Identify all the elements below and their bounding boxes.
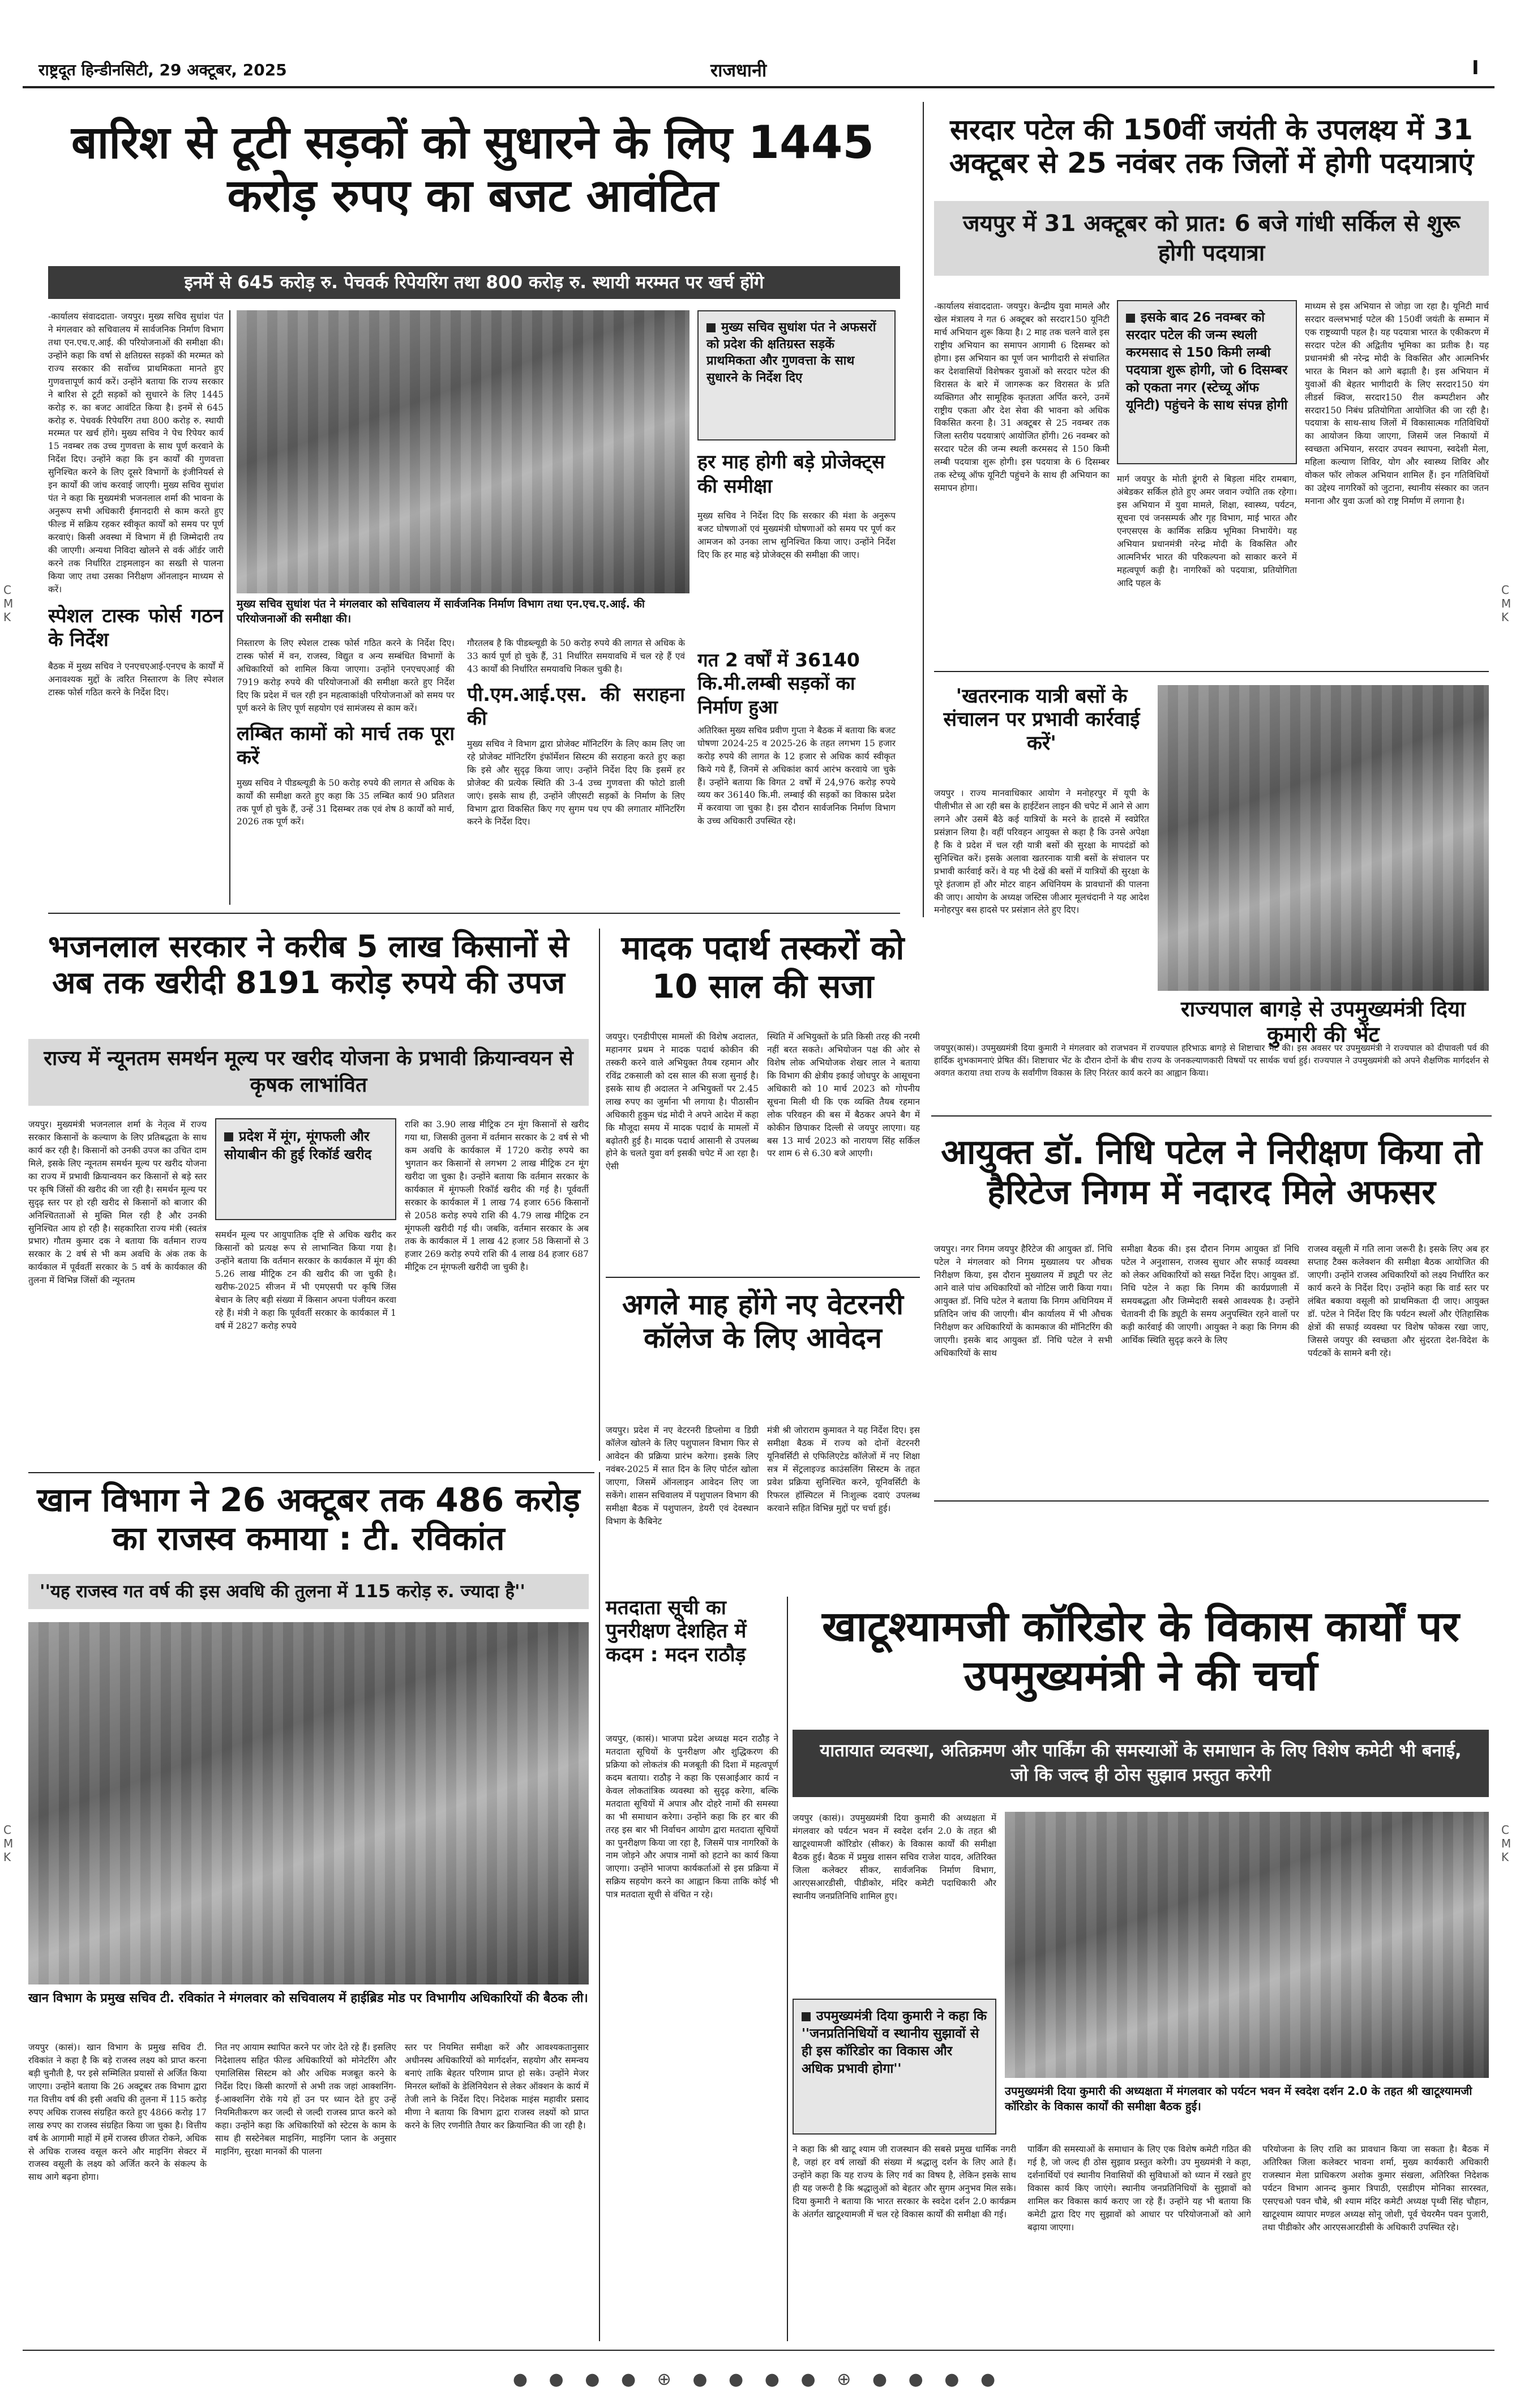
- callout-text: प्रदेश में मूंग, मूंगफली और सोयाबीन की हुई रिकॉर्ड खरीद: [224, 1128, 372, 1163]
- body: [606, 1733, 778, 2341]
- deck: राज्य में न्यूनतम समर्थन मूल्य पर खरीद योजना के प्रभावी क्रियान्वयन से कृषक लाभांवित: [28, 1039, 589, 1106]
- column-2-text: स्थिति में अभियुक्तों के प्रति किसी तरह की नरमी नहीं बरत सकते। अभियोजन पक्ष की ओर से विशेष लोक अभियोजक शेखर लाल ने बताया कि विभाग की क्षेत्रीय इकाई जोधपुर के आसूचना अधिकारी को 10 मार्च 2023 को गोपनीय सूचना मिली थी कि एक व्यक्ति तैयब रहमान लोक परिवहन की बस में बैठकर अपने बैग में कोकीन छिपाकर दिल्ली से जयपुर लाएगा। यह बस 13 मार्च 2023 को नारायण सिंह सर्किल पर शाम 6 से 6.30 बजे आएगी।: [767, 1032, 920, 1159]
- headline: भजनलाल सरकार ने करीब 5 लाख किसानों से अब तक खरीदी 8191 करोड़ रुपये की उपज: [48, 929, 569, 1000]
- page-number: I: [1472, 57, 1479, 79]
- story-msp-procurement: [28, 929, 594, 1466]
- crop-mark-left-top: C M K: [3, 583, 14, 624]
- rule-mid-right: [931, 1115, 1492, 1117]
- callout-box: [697, 310, 896, 440]
- column-2-text: मार्ग जयपुर के मोती डूंगरी से बिड़ला मंदिर रामबाग, अंबेडकर सर्किल होते हुए अमर जवान ज्योति तक रहेगा। इस अभियान में युवा मामले, शिक्षा, स्वास्थ्य, पर्यटन, सूचना एवं जनसम्पर्क और गृह विभाग, माई भारत और एनएसएस के कार्मिक सक्रिय भूमिका निभायेंगे। यह अभियान प्रधानमंत्री नरेन्द्र मोदी के विकसित और आत्मनिर्भर भारत की परिकल्पना को साकार करने में महत्वपूर्ण कड़ी है। नागरिकों को पदयात्रा, प्रतियोगिता आदि पहल के: [1117, 474, 1297, 588]
- column-3: [1305, 300, 1489, 668]
- body-text: जयपुर, (कासं)। भाजपा प्रदेश अध्यक्ष मदन राठौड़ ने मतदाता सूचियों के पुनरीक्षण और शुद्धिकरण की प्रक्रिया को लोकतंत्र की मजबूती की दिशा में महत्वपूर्ण कदम बताया। राठौड़ ने कहा कि एसआईआर कार्य न केवल लोकतांत्रिक व्यवस्था को सुदृढ़ करेगा, बल्कि मतदाता सूचियों में अपात्र और दोहरे नामों की समस्या का भी समाधान करेगा। उन्होंने कहा कि हर बार की तरह इस बार भी निर्वाचन आयोग द्वारा मतदाता सूचियों का पुनरीक्षण किया जा रहा है, जिसमें पात्र नागरिकों के नाम जोड़ने और अपात्र नामों को हटाने का कार्य किया जाएगा। उन्होंने भाजपा कार्यकर्ताओं से इस प्रक्रिया में सक्रिय सहयोग करने का आह्वान किया ताकि कोई भी पात्र मतदाता सूची से वंचित न रहे।: [606, 1734, 778, 1900]
- column-3-text: गौरतलब है कि पीडब्ल्यूडी के 50 करोड़ रुपये की लागत से अधिक के 33 कार्य पूर्ण हो चुके हैं, 31 निर्धारित समयावधि में चल रहे हैं एवं 43 कार्यों की निर्धारित समयावधि निकल चुकी है।: [467, 638, 685, 674]
- column-3-text: राशि का 3.90 लाख मीट्रिक टन मूंग किसानों से खरीद गया था, जिसकी तुलना में वर्तमान सरकार के 2 वर्ष से भी कम अवधि के कार्यकाल में 1720 करोड़ रुपये का भुगतान कर किसानों से लगभग 2 लाख मीट्रिक टन मूंग खरीदा जा चुका है। उन्होंने बताया कि वर्तमान सरकार के कार्यकाल में मूंगफली रिकॉर्ड खरीद की गई है। पूर्ववर्ती सरकार के कार्यकाल में 1 लाख 74 हजार 656 किसानों से 2058 करोड़ रुपये राशि की 4.79 लाख मीट्रिक टन मूंगफली खरीदी गई थी। जबकि, वर्तमान सरकार के अब तक के कार्यकाल में 1 लाख 42 हजार 58 किसानों से 3 हजार 269 करोड़ रुपये राशि की 4 लाख 84 हजार 687 मीट्रिक टन मूंगफली खरीदी जा चुकी है।: [405, 1119, 589, 1273]
- date-line: राष्ट्रदूत हिन्डीनसिटी, 29 अक्टूबर, 2025: [38, 61, 287, 79]
- column-1-text: -कार्यालय संवाददाता- जयपुर। मुख्य सचिव सुधांश पंत ने मंगलवार को सचिवालय में सार्वजनिक निर्माण विभाग तथा एन.एच.ए.आई. की परियोजनाओं की समीक्षा की। उन्होंने कहा कि वर्षा से क्षतिग्रस्त सड़कों की मरम्मत को राज्य सरकार की सर्वोच्च प्राथमिकता मानते हुए गुणवत्तापूर्ण कार्य करें। उन्होंने बताया कि राज्य सरकार ने बारिश से टूटी सड़कों को सुधारने के लिए 1445 करोड़ रु. का बजट आवंटित किया है। इनमें से 645 करोड़ रु. पेचवर्क रिपेयरिंग तथा 800 करोड़ रु. स्थायी मरम्मत पर खर्च होंगे। मुख्य सचिव ने पेच रिपेयर कार्य 15 नवम्बर तक उच्च गुणवत्ता के साथ पूर्ण करवाने के निर्देश दिए। उन्होंने कहा कि इन कार्यों की गुणवत्ता सुनिश्चित करने के लिए दूसरे विभागों के इंजीनियर्स से इन कार्यों की जांच करवाई जाएगी। मुख्य सचिव सुधांश पंत ने कहा कि मुख्यमंत्री भजनलाल शर्मा की भावना के अनुरूप सभी अधिकारी ईमानदारी से काम करते हुए फील्ड में सक्रिय रहकर स्वीकृत कार्यों को समय पर पूर्ण करवाएं। किसी अवस्था में विभाग में ही जिम्मेदारी तय की जाएगी। अन्यथा निविदा खोलने से वर्क ऑर्डर जारी करने तक निर्धारित टाइमलाइन का सख्ती से पालना किया जाए तथा उसका निरीक्षण ऑनलाइन माध्यम से करें।: [48, 311, 224, 594]
- column-3: [1262, 2143, 1489, 2341]
- story-bottom-rule: [606, 1277, 920, 1278]
- callout-box: [215, 1118, 396, 1220]
- bullet-icon: [706, 323, 716, 332]
- column-2-text: पार्किंग की समस्याओं के समाधान के लिए एक विशेष कमेटी गठित की गई है, जो जल्द ही ठोस सुझाव प्रस्तुत करेगी। उप मुख्यमंत्री ने कहा, दर्शनार्थियों एवं स्थानीय निवासियों की सुविधाओं को ध्यान में रखते हुए विकास कार्य किए जाएंगे। स्थानीय जनप्रतिनिधियों के सुझावों को शामिल कर विकास कार्य कराए जा रहे हैं। उन्होंने यह भी बताया कि कमेटी द्वारा दिए गए सुझावों को आधार पर परियोजनाओं को आगे बढ़ाया जाएगा।: [1027, 2144, 1251, 2232]
- column-2-text: निस्तारण के लिए स्पेशल टास्क फोर्स गठित करने के निर्देश दिए। टास्क फोर्स में वन, राजस्व, विद्युत व अन्य सम्बंधित विभागों के अधिकारियों को शामिल किया जाएगा। उन्होंने एनएचएआई की 7919 करोड़ रुपये की परियोजनाओं की समीक्षा करते हुए निर्देश दिए कि प्रदेश में चल रही इन महत्वाकांक्षी परियोजनाओं को समय पर पूर्ण करने के लिए पूर्ण सहयोग एवं सामंजस्य से काम करें।: [237, 638, 455, 713]
- column-rule-left: [599, 929, 600, 1461]
- column-1: [934, 1243, 1112, 1498]
- column-2: [767, 1030, 920, 1274]
- column-1: [28, 1118, 207, 1452]
- deck: जयपुर में 31 अक्टूबर को प्रात: 6 बजे गांधी सर्किल से शुरू होगी पदयात्रा: [934, 201, 1489, 276]
- photo-caption: उपमुख्यमंत्री दिया कुमारी की अध्यक्षता में मंगलवार को पर्यटन भवन में स्वदेश दर्शन 2.0 के तहत श्री खाटूश्यामजी कॉरिडोर के विकास कार्यों की समीक्षा बैठक हुई।: [1005, 2084, 1472, 2113]
- column-2: [215, 2041, 396, 2341]
- column-2: [767, 1424, 920, 1594]
- subhead-task-force: स्पेशल टास्क फोर्स गठन के निर्देश: [48, 604, 224, 652]
- masthead-rule: [23, 86, 1494, 88]
- page-column-divider: [923, 102, 924, 917]
- callout-text: मुख्य सचिव सुधांश पंत ने अफसरों को प्रदेश की क्षतिग्रस्त सड़कें प्राथमिकता और गुणवत्ता के साथ सुधारने के निर्देश दिए: [706, 320, 876, 386]
- bullet-icon: [802, 2012, 811, 2021]
- column-2: [1121, 1243, 1299, 1498]
- column-3-text: परियोजना के लिए राशि का प्रावधान किया जा सकता है। बैठक में अतिरिक्त जिला कलेक्टर भावना शर्मा, मुख्य कार्यकारी अधिकारी राजस्थान मेला प्राधिकरण अशोक कुमार संखला, अतिरिक्त निदेशक पर्यटन विभाग आनन्द कुमार त्रिपाठी, एसडीएम मोनिका सारस्वत, एसएचओ पवन चौबे, श्री श्याम मंदिर कमेटी अध्यक्ष पृथ्वी सिंह चौहान, खाटूश्याम व्यापार मण्डल अध्यक्ष सोनू जोशी, पूर्व चेयरमैन पवन पुजारी, तथा पीडीकोर और आरएसआरडीसी के अधिकारी उपस्थित रहे।: [1262, 2144, 1489, 2232]
- footer-registration-strip: ● ● ● ● ⊕ ● ● ● ● ⊕ ● ● ● ●: [512, 2369, 1004, 2389]
- headline: मादक पदार्थ तस्करों को 10 साल की सजा: [621, 929, 905, 1006]
- governor-photo: [1158, 685, 1489, 991]
- subhead-pending-works: लम्बित कामों को मार्च तक पूरा करें: [237, 722, 455, 769]
- column-2-text: मंत्री श्री जोराराम कुमावत ने यह निर्देश दिए। इस समीक्षा बैठक में राज्य को दोनों वेटरनरी यूनिवर्सिटी से एफिलिएटेड कॉलेजों में नए शिक्षा सत्र में सेंट्रलाइज्ड काउंसलिंग सिस्टम के तहत प्रवेश प्रक्रिया सुनिश्चित करने, यूनिवर्सिटी के रिफरल हॉस्पिटल में निःशुल्क दवाएं उपलब्ध करवाने सहित विभिन्न मुद्दों पर चर्चा हुई।: [767, 1425, 920, 1513]
- story-top-rule: [28, 1472, 594, 1473]
- headline: आयुक्त डॉ. निधि पटेल ने निरीक्षण किया तो हैरिटेज निगम में नदारद मिले अफसर: [941, 1132, 1482, 1212]
- headline: अगले माह होंगे नए वेटरनरी कॉलेज के लिए आवेदन: [622, 1288, 903, 1354]
- subhead-road-length: गत 2 वर्षों में 36140 कि.मी.लम्बी सड़कों का निर्माण हुआ: [697, 649, 860, 718]
- column-2: [215, 1229, 396, 1452]
- corridor-meeting-photo: [1005, 1812, 1489, 2078]
- column-1: [793, 2143, 1016, 2341]
- masthead: [23, 52, 1494, 93]
- body-text: जयपुर(कासं)। उपमुख्यमंत्री दिया कुमारी ने मंगलवार को राजभवन में राज्यपाल हरिभाऊ बागड़े से शिष्टाचार भेंट की। इस अवसर पर उपमुख्यमंत्री ने राज्यपाल को दीपावली पर्व की हार्दिक शुभकामनाएं प्रेषित कीं। शिष्टाचार भेंट के दौरान दोनों के बीच राज्य के जनकल्याणकारी विषयों पर सार्थक चर्चा हुई। राज्यपाल ने उपमुख्यमंत्री को अपने शैक्षणिक मार्गदर्शन से अवगत कराया तथा राज्य के सर्वांगीण विकास के लिए निरंतर कार्य करने का आह्वान किया।: [934, 1043, 1489, 1079]
- review-text: मुख्य सचिव ने निर्देश दिए कि सरकार की मंशा के अनुरूप बजट घोषणाओं एवं मुख्यमंत्री घोषणाओं को समय पर पूर्ण कर आमजन को उनका लाभ सुनिश्चित किया जाए। उन्होंने निर्देश दिए कि हर माह बड़े प्रोजेक्ट्स की समीक्षा की जाए।: [697, 511, 896, 560]
- column-1-tail: बैठक में मुख्य सचिव ने एनएचएआई-एनएच के कार्यों में अनावश्यक मुद्दों के त्वरित निस्तारण के लिए स्पेशल टास्क फोर्स गठित करने के निर्देश दिए।: [48, 661, 224, 698]
- story-roads-budget: [28, 102, 917, 917]
- callout-text: उपमुख्यमंत्री दिया कुमारी ने कहा कि ''जनप्रतिनिधियों व स्थानीय सुझावों से ही इस कॉरिडोर का विकास और अधिक प्रभावी होगा'': [802, 2009, 987, 2077]
- story-bottom-rule: [934, 671, 1489, 672]
- column-1: [934, 300, 1110, 668]
- column-1: [606, 1030, 759, 1274]
- column-3: [405, 1118, 589, 1452]
- column-2-text: समीक्षा बैठक की। इस दौरान निगम आयुक्त डॉ निधि पटेल ने अनुशासन, राजस्व सुधार और सफाई व्यवस्था को लेकर अधिकारियों को सख्त निर्देश दिए। आयुक्त डॉ. निधि पटेल ने कहा कि निगम की कार्यप्रणाली में समयबद्धता और जिम्मेदारी सबसे आवश्यक है। उन्होंने चेतावनी दी कि ड्यूटी के समय अनुपस्थित रहने वालों पर कड़ी कार्रवाई की जाएगी। आयुक्त ने कहा कि निगम की आर्थिक स्थिति सुदृढ़ करने के लिए: [1121, 1244, 1299, 1345]
- column-1-text: -कार्यालय संवाददाता- जयपुर। केन्द्रीय युवा मामले और खेल मंत्रालय ने गत 6 अक्टूबर को सरदार150 यूनिटी मार्च अभियान शुरू किया है। 2 माह तक चलने वाले इस राष्ट्रीय अभियान का समापन आगामी 6 दिसम्बर को होगा। इस अभियान का पूर्ण जन भागीदारी से संचालित कर देशवासियों विशेषकर युवाओं को सरदार पटेल की विरासत के बारे में जागरूक कर विरासत के प्रति व्यक्तिगत और सामूहिक कृतज्ञता अर्पित करने, उनमें राष्ट्रीय एकता और देश सेवा की भावना को अधिक विकसित करना है। 31 अक्टूबर से 25 नवम्बर तक जिला स्तरीय पदयात्राएं आयोजित होंगी। 26 नवम्बर को सरदार पटेल की जन्म स्थली करमसद से 150 किमी लम्बी पदयात्रा शुरू होगी। इस पदयात्रा के 6 दिसम्बर तक स्टेच्यू ऑफ यूनिटी पहुंचने के साथ ही अभियान का समापन होगा।: [934, 301, 1110, 494]
- column-1: [48, 310, 224, 910]
- headline: 'खतरनाक यात्री बसों के संचालन पर प्रभावी कार्रवाई करें': [943, 685, 1140, 755]
- column-1-text: ने कहा कि श्री खाटू श्याम जी राजस्थान की सबसे प्रमुख धार्मिक नगरी है, जहां हर वर्ष लाखों की संख्या में श्रद्धालु दर्शन के लिए आते हैं। उन्होंने कहा कि यह राज्य के लिए गर्व का विषय है, लेकिन इसके साथ ही यह जरूरी है कि श्रद्धालुओं को बेहतर और सुगम अनुभव मिल सके। दिया कुमारी ने बताया कि भारत सरकार के स्वदेश दर्शन 2.0 कार्यक्रम के अंतर्गत खाटूश्यामजी में चल रहे विकास कार्यों की समीक्षा की गई।: [793, 2144, 1016, 2219]
- column-3-text: स्तर पर नियमित समीक्षा करें और आवश्यकतानुसार अधीनस्थ अधिकारियों को मार्गदर्शन, सहयोग और समन्वय बनाएं ताकि बेहतर परिणाम प्राप्त हो सके। उन्होंने मेजर मिनरल ब्लॉकों के डेलिनियेशन से लेकर ऑक्शन के कार्य में तेजी लाने के निर्देश दिए। निदेशक माइंस महावीर प्रसाद मीणा ने बताया कि विभाग द्वारा राजस्व लक्ष्यों को प्राप्त करने के लिए रणनीति तैयार कर क्रियान्वित की जा रही है।: [405, 2042, 589, 2131]
- bullet-icon: [1126, 314, 1135, 323]
- story-mines-revenue: [28, 1472, 600, 2344]
- column-3-text: राजस्व वसूली में गति लाना जरूरी है। इसके लिए अब हर सप्ताह टैक्स कलेक्शन की समीक्षा बैठक आयोजित की जाएगी। उन्होंने राजस्व अधिकारियों को लक्ष्य निर्धारित कर कार्य करने के निर्देश दिए। उन्होंने कहा कि वार्ड स्तर पर लंबित बकाया वसूली को प्राथमिकता दी जाए। आयुक्त डॉ. पटेल ने निर्देश दिए कि पर्यटन स्थलों और ऐतिहासिक क्षेत्रों की सफाई व्यवस्था पर विशेष फोकस रखा जाए, जिससे जयपुर की स्वच्छता और सुंदरता देश-विदेश के पर्यटकों के सामने बनी रहे।: [1308, 1244, 1489, 1358]
- headline: राज्यपाल बागड़े से उपमुख्यमंत्री दिया कुमारी की भेंट: [1180, 996, 1466, 1047]
- column-2-text: नित नए आयाम स्थापित करने पर जोर देते रहे हैं। इसलिए निदेशालय सहित फील्ड अधिकारियों को मोनेटरिंग और एमालिसिस सिस्टम को और अधिक मजबूत करने के निर्देश दिए। किसी कारणों से अभी तक जहां आक्शनिंग-ई-आक्शनिंग रोके गये हों उन पर ध्यान देते हुए उन्हें नियमितीकरण कर जल्दी से जल्दी राजस्व प्राप्त करने को कहा। उन्होंने कहा कि अधिकारियों को स्टेटस के काम के साथ ही सस्टेनेबल माइनिंग, माइनिंग प्लान के अनुसार माइनिंग, सुरक्षा मानकों की पालना: [215, 2042, 396, 2157]
- headline: मतदाता सूची का पुनरीक्षण देशहित में कदम : मदन राठौड़: [606, 1597, 747, 1666]
- column-4-text: अतिरिक्त मुख्य सचिव प्रवीण गुप्ता ने बैठक में बताया कि बजट घोषणा 2024-25 व 2025-26 के तहत लगभग 15 हजार करोड़ रुपये की लागत के 12 हजार से अधिक कार्य स्वीकृत किये गये हैं, जिनमें से अधिकांश कार्य आरंभ करवाये जा चुके हैं। उन्होंने बताया कि विगत 2 वर्षों में 24,976 करोड़ रुपये व्यय कर 36140 कि.मी. लम्बाई की सड़कों का विकास प्रदेश में करवाया जा चुका है। इस दौरान सार्वजनिक निर्माण विभाग के उच्च अधिकारी उपस्थित रहे।: [697, 725, 896, 827]
- column-1-text: जयपुर। नगर निगम जयपुर हैरिटेज की आयुक्त डॉ. निधि पटेल ने मंगलवार को निगम मुख्यालय पर औचक निरीक्षण किया, इस दौरान मुख्यालय में ड्यूटी पर लेट आने वाले पांच अधिकारियों को नोटिस जारी किया गया। आयुक्त डॉ. निधि पटेल ने बताया कि निगम अधिनियम में प्रतिदिन जांच की जाएगी। बीन कार्यालय में भी औचक निरीक्षण कर अधिकारियों के कामकाज की मॉनिटरिंग की जाएगी। इसके बाद आयुक्त डॉ. निधि पटेल ने सभी अधिकारियों के साथ: [934, 1244, 1112, 1358]
- mines-meeting-photo: [28, 1622, 589, 1984]
- column-1-text: जयपुर (कासं)। खान विभाग के प्रमुख सचिव टी. रविकांत ने कहा है कि बड़े राजस्व लक्ष्य को प्राप्त करना बड़ी चुनौती है, पर इसे सम्मिलित प्रयासों से अर्जित किया जाएगा। उन्होंने बताया कि 26 अक्टूबर तक विभाग द्वारा गत वित्तीय वर्ष की इसी अवधि की तुलना में 115 करोड़ रुपए अधिक राजस्व संग्रहित करते हुए 4866 करोड़ 17 लाख रुपए का राजस्व संग्रहित किया जा चुका है। वित्तीय वर्ष के आगामी माहों में हमें राजस्व छीजत रोकने, अधिक से अधिक राजस्व वसूल करने और माइनिंग सेक्टर में राजस्व वसूली के लक्ष्य को अर्जित करने के संकल्प के साथ आगे बढ़ना होगा।: [28, 2042, 207, 2183]
- section-label: राजधानी: [710, 59, 767, 81]
- column-2: [237, 637, 455, 909]
- callout-text: इसके बाद 26 नवम्बर को सरदार पटेल की जन्म स्थली करमसाद से 150 किमी लम्बी पदयात्रा शुरू होगी, जो 6 दिसम्बर को एकता नगर (स्टेच्यू ऑफ यूनिटी) पहुंचने के साथ संपन्न होगी: [1126, 310, 1288, 413]
- story-khatushyamji-corridor: [793, 1602, 1492, 2344]
- photo-caption: मुख्य सचिव सुधांश पंत ने मंगलवार को सचिवालय में सार्वजनिक निर्माण विभाग तथा एन.एच.ए.आई. की परियोजनाओं की समीक्षा की।: [237, 598, 645, 625]
- headline: सरदार पटेल की 150वीं जयंती के उपलक्ष्य में 31 अक्टूबर से 25 नवंबर तक जिलों में होगी पदयात्राएं: [949, 113, 1474, 179]
- column-1: [28, 2041, 207, 2341]
- column-3: [1308, 1243, 1489, 1498]
- deck: यातायात व्यवस्था, अतिक्रमण और पार्किंग की समस्याओं के समाधान के लिए विशेष कमेटी भी बनाई, जो कि जल्द ही ठोस सुझाव प्रस्तुत करेगी: [793, 1730, 1489, 1797]
- crop-mark-right-bottom: C M K: [1501, 1823, 1511, 1864]
- column-3-text: माध्यम से इस अभियान से जोड़ा जा रहा है। यूनिटी मार्च सरदार वल्लभभाई पटेल की 150वीं जयंती के सम्मान में एक राष्ट्रव्यापी पहल है। यह पदयात्रा भारत के एकीकरण में सरदार पटेल की अद्वितीय भूमिका का प्रतीक है। यह प्रधानमंत्री श्री नरेन्द्र मोदी के विकसित और आत्मनिर्भर भारत के मिशन को आगे बढ़ाती है। इस अभियान में युवाओं की बेहतर भागीदारी के लिए सरदार150 यंग लीडर्स क्विज, सरदार150 रील कम्पटीशन और सरदार150 निबंध प्रतियोगिता आयोजित की जा रही है। पदयात्रा के साथ-साथ जिलों में विकासात्मक गतिविधियों का आयोजन किया जाएगा, जिसमें जल निकायों में स्वच्छता अभियान, सरदार उपवन स्थापना, स्वदेशी मेला, महिला कल्याण शिविर, योग और स्वास्थ्य शिविर और वोकल फॉर लोकल अभियान शामिल हैं। इन गतिविधियों का उद्देश्य नागरिकों को जुटाना, स्थानीय संस्कार का जतन मनाना और युवा ऊर्जा को राष्ट्र निर्माण में लगाना है।: [1305, 301, 1489, 507]
- story-voter-list: [606, 1597, 781, 2344]
- story-sardar-patel-padyatra: [931, 102, 1492, 674]
- story-drug-smugglers: [606, 929, 923, 1280]
- headline: बारिश से टूटी सड़कों को सुधारने के लिए 1445 करोड़ रुपए का बजट आवंटित: [71, 116, 875, 223]
- column-2: [1027, 2143, 1251, 2341]
- intro-column: [793, 1812, 996, 1993]
- subhead-monthly-review: हर माह होगी बड़े प्रोजेक्ट्स की समीक्षा: [697, 451, 885, 498]
- photo-caption: खान विभाग के प्रमुख सचिव टी. रविकांत ने मंगलवार को सचिवालय में हाईब्रिड मोड पर विभागीय अधिकारियों की बैठक ली।: [28, 1991, 588, 2005]
- intro-text: जयपुर (कासं)। उपमुख्यमंत्री दिया कुमारी की अध्यक्षता में मंगलवार को पर्यटन भवन में स्वदेश दर्शन 2.0 के तहत श्री खाटूश्यामजी कॉरिडोर (सीकर) के विकास कार्यों की समीक्षा बैठक हुई। बैठक में प्रमुख शासन सचिव राजेश यादव, अतिरिक्त जिला कलेक्टर सीकर, सार्वजनिक निर्माण विभाग, आरएसआरडीसी, पीडीकोर, मंदिर कमेटी पदाधिकारी और स्थानीय जनप्रतिनिधि शामिल हुए।: [793, 1813, 996, 1901]
- body: [934, 1042, 1489, 1115]
- column-3: [405, 2041, 589, 2341]
- column-rule: [229, 310, 230, 905]
- callout-box: [1117, 300, 1297, 464]
- footer-rule: [23, 2350, 1494, 2351]
- crop-mark-right-top: C M K: [1501, 583, 1511, 624]
- column-rule-lower: [599, 1472, 600, 2341]
- column-2-tail: मुख्य सचिव ने पीडब्ल्यूडी के 50 करोड़ रुपये की लागत से अधिक के कार्यों की समीक्षा करते हुए कहा कि 35 लम्बित कार्य 90 प्रतिशत तक पूर्ण हो चुके हैं, उन्हें 31 दिसम्बर तक एवं शेष 8 कार्यों को मार्च, 2026 तक पूर्ण करें।: [237, 777, 455, 827]
- bullet-icon: [224, 1132, 233, 1141]
- story-bottom-rule: [934, 1500, 1489, 1502]
- column-1-text: जयपुर। प्रदेश में नए वेटरनरी डिप्लोमा व डिग्री कॉलेज खोलने के लिए पशुपालन विभाग फिर से आवेदन की प्रक्रिया प्रारंभ करेगा। इसके लिए नवंबर-2025 में सात दिन के लिए पोर्टल खोला जाएगा, जिसमें ऑनलाइन आवेदन लिए जा सकेंगे। शासन सचिवालय में पशुपालन विभाग की समीक्षा बैठक में पशुपालन, डेयरी एवं देवस्थान विभाग के कैबिनेट: [606, 1425, 759, 1526]
- story-veterinary-college: [606, 1285, 923, 1526]
- deck: इनमें से 645 करोड़ रु. पेचवर्क रिपेयरिंग तथा 800 करोड़ रु. स्थायी मरम्मत पर खर्च होंगे: [48, 266, 900, 299]
- crop-mark-left-bottom: C M K: [3, 1823, 14, 1864]
- column-1-text: जयपुर। एनडीपीएस मामलों की विशेष अदालत, महानगर प्रथम ने मादक पदार्थ कोकीन की तस्करी करने वाले अभियुक्त तैयब रहमान और रविंद्र टकसाली को दस साल की सजा सुनाई है। इसके साथ ही अदालत ने अभियुक्तों पर 2.45 लाख रुपए का जुर्माना भी लगाया है। पीठासीन अधिकारी हुकुम चंद्र मोदी ने अपने आदेश में कहा कि मौजूदा समय में मादक पदार्थ के मामलों में बढ़ोतरी हुई है। मादक पदार्थ आसानी से उपलब्ध होने के चलते युवा वर्ग इसकी चपेट में आ रहा है। ऐसी: [606, 1032, 759, 1172]
- quote-band: ''यह राजस्व गत वर्ष की इस अवधि की तुलना में 115 करोड़ रु. ज्यादा है'': [28, 1574, 589, 1609]
- column-2: [1117, 473, 1297, 668]
- story-heritage-inspection: [931, 1124, 1492, 1599]
- column-rule-voter: [787, 1597, 788, 2341]
- callout-box: [793, 1999, 996, 2135]
- column-1: [606, 1424, 759, 1594]
- headline: खाटूश्यामजी कॉरिडोर के विकास कार्यों पर उपमुख्यमंत्री ने की चर्चा: [822, 1602, 1459, 1701]
- column-1-text: जयपुर। मुख्यमंत्री भजनलाल शर्मा के नेतृत्व में राज्य सरकार किसानों के कल्याण के लिए प्रतिबद्धता के साथ कार्य कर रही है। किसानों को उनकी उपज का उचित दाम मिले, इसके लिए न्यूनतम समर्थन मूल्य पर खरीद योजना का राज्य में प्रभावी क्रियान्वयन कर किसानों से बड़े स्तर पर कृषि जिंसों की खरीद की जा रही है। समर्थन मूल्य पर सुदृढ़ स्तर पर हो रही खरीद से किसानों को बाजार की अनिश्चितताओं से मुक्ति मिल रही है और उनकी सुनिश्चित आय हो रही है। सहकारिता राज्य मंत्री (स्वतंत्र प्रभार) गौतम कुमार दक ने बताया कि वर्तमान राज्य सरकार के 2 वर्ष से भी कम अवधि के अंक तक के कार्यकाल में पूर्ववर्ती सरकार के 5 वर्ष के कार्यकाल की तुलना में विभिन्न जिंसों की न्यूनतम: [28, 1119, 207, 1286]
- story-bottom-rule: [48, 913, 900, 914]
- column-review: [697, 510, 896, 645]
- column-4: [697, 648, 896, 909]
- body-text: जयपुर । राज्य मानवाधिकार आयोग ने मनोहरपुर में यूपी के पीलीभीत से आ रही बस के हाईटेंशन लाइन की चपेट में आने से आग लगने और उसमें बैठे कई यात्रियों के मरने के हादसे में स्वप्रेरित प्रसंज्ञान लिया है। वहीं परिवहन आयुक्त से कहा है कि उनसे अपेक्षा है कि वे प्रदेश में चल रही यात्री बसों की सुरक्षा के मापदंडों को सुनिश्चित करें। इसके अलावा खतरनाक यात्री बसों के संचालन पर प्रभावी कार्रवाई करें। वे यह भी देखें की बसों में यात्रियों की सुरक्षा के पूरे इंतजाम हों और मोटर वाहन अधिनियम के प्रावधानों की पालना की जाए। आयोग के अध्यक्ष जस्टिस जीआर मूलचंदानी ने यह आदेश मनोहरपुर बस हादसे पर प्रसंज्ञान लेते हुए दिए।: [934, 788, 1149, 916]
- meeting-photo: [237, 310, 690, 593]
- subhead-pmis: पी.एम.आई.एस. की सराहना की: [467, 683, 685, 730]
- column-2-text: समर्थन मूल्य पर आयुपातिक दृष्टि से अधिक खरीद कर किसानों को प्रत्यक्ष रूप से लाभान्वित किया गया है। उन्होंने बताया कि वर्तमान सरकार के कार्यकाल में मूंग की 5.26 लाख मीट्रिक टन की खरीद की जा चुकी है। खरीफ-2025 सीजन में भी एमएसपी पर कृषि जिंस बेचान के लिए बड़ी संख्या में किसान अपना पंजीयन करवा रहे हैं। मंत्री ने कहा कि पूर्ववर्ती सरकार के कार्यकाल में 1 वर्ष में 2827 करोड़ रुपये: [215, 1230, 396, 1331]
- column-3: [467, 637, 685, 909]
- column-3-tail: मुख्य सचिव ने विभाग द्वारा प्रोजेक्ट मॉनिटरिंग के लिए काम लिए जा रहे प्रोजेक्ट मॉनिटरिंग इंफॉर्मेशन सिस्टम की सराहना करते हुए कहा कि इसे और सुदृढ़ किया जाए। उन्होंने निर्देश दिए कि इसमें हर प्रोजेक्ट की प्रत्येक स्थिति की 3-4 उच्च गुणवत्ता की फोटो डाली जाएं। इसके साथ ही, उन्होंने जीएसटी सड़कों के निर्माण के लिए विभाग द्वारा विकसित किए गए सुगम पथ एप की लगातार मॉनिटरिंग करने के निर्देश दिए।: [467, 738, 685, 827]
- headline: खान विभाग ने 26 अक्टूबर तक 486 करोड़ का राजस्व कमाया : टी. रविकांत: [37, 1481, 580, 1558]
